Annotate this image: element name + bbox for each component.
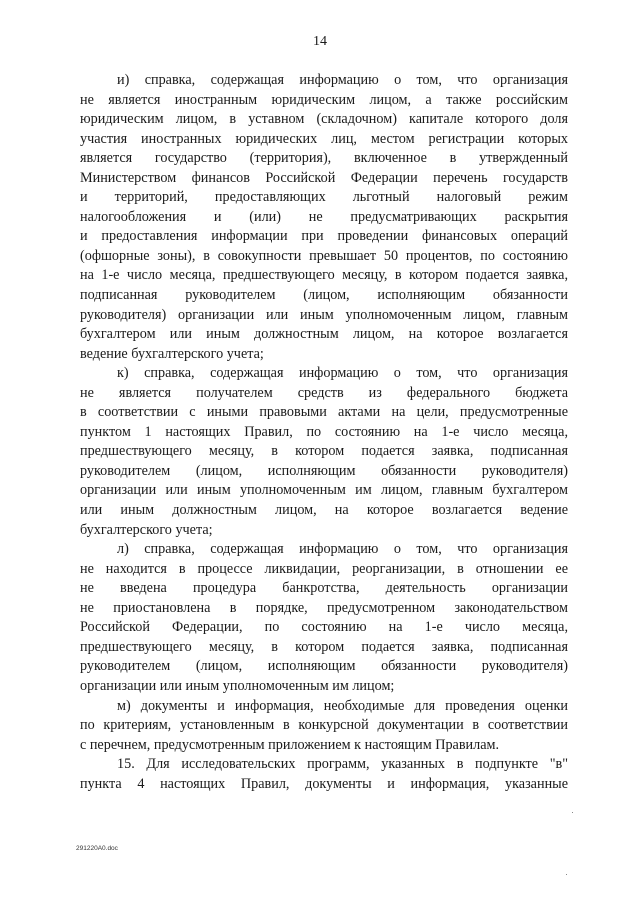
- text-line: ведение бухгалтерского учета;: [80, 345, 264, 362]
- text-line: 15. Для исследовательских программ, указанных в подпункте "в": [117, 756, 568, 773]
- page-number: 14: [313, 34, 327, 49]
- text-line: подписанная руководителем (лицом, исполняющим обязанности: [80, 287, 568, 304]
- text-line: не является иностранным юридическим лицом, а также российским: [80, 91, 568, 108]
- text-line: м) документы и информация, необходимые для проведения оценки: [117, 697, 568, 714]
- text-line: на 1-е число месяца, предшествующего месяцу, в котором подается заявка,: [80, 267, 568, 284]
- text-line: не введена процедура банкротства, деятельность организации: [80, 580, 568, 597]
- text-line: в соответствии с иными правовыми актами на цели, предусмотренные: [80, 404, 568, 421]
- text-line: руководителем (лицом, исполняющим обязанности руководителя): [80, 658, 568, 675]
- text-line: не является получателем средств из федерального бюджета: [80, 384, 568, 401]
- text-line: пункта 4 настоящих Правил, документы и информация, указанные: [80, 775, 568, 792]
- document-body: [80, 71, 568, 794]
- text-line: и предоставления информации при проведении финансовых операций: [80, 228, 568, 245]
- text-line: предшествующего месяцу, в котором подается заявка, подписанная: [80, 443, 568, 460]
- text-line: или иным должностным лицом, на которое возлагается ведение: [80, 502, 568, 519]
- text-line: организации или иным уполномоченным им лицом;: [80, 677, 395, 694]
- paragraph: [80, 697, 568, 756]
- paragraph: [80, 71, 568, 364]
- text-line: с перечнем, предусмотренным приложением к настоящим Правилам.: [80, 736, 500, 753]
- text-line: и) справка, содержащая информацию о том, что организация: [117, 72, 568, 88]
- text-line: (офшорные зоны), в совокупности превышает 50 процентов, по состоянию: [80, 247, 568, 264]
- text-line: пунктом 1 настоящих Правил, по состоянию на 1-е число месяца,: [80, 423, 568, 440]
- text-line: руководителем (лицом, исполняющим обязанности руководителя): [80, 462, 568, 479]
- paragraph: [80, 364, 568, 540]
- document-file-code: 291220A0.doc: [76, 845, 118, 852]
- text-line: организации или иным уполномоченным им лицом, главным бухгалтером: [80, 482, 568, 499]
- text-line: л) справка, содержащая информацию о том, что организация: [117, 541, 568, 558]
- paragraph: [80, 755, 568, 794]
- text-line: участия иностранных юридических лиц, местом регистрации которых: [80, 130, 568, 147]
- text-line: предшествующего месяцу, в котором подается заявка, подписанная: [80, 638, 568, 655]
- text-line: юридическим лицом, в уставном (складочном) капитале которого доля: [80, 111, 568, 128]
- text-line: Министерством финансов Российской Федерации перечень государств: [80, 169, 568, 186]
- text-line: Российской Федерации, по состоянию на 1-е число месяца,: [80, 619, 568, 636]
- text-line: не находится в процессе ликвидации, реорганизации, в отношении ее: [80, 560, 568, 577]
- scan-speck: [566, 874, 567, 875]
- text-line: не приостановлена в порядке, предусмотренном законодательством: [80, 599, 568, 616]
- paragraph: [80, 540, 568, 696]
- text-line: к) справка, содержащая информацию о том, что организация: [117, 365, 568, 382]
- text-line: руководителя) организации или иным уполномоченным лицом, главным: [80, 306, 568, 323]
- scan-speck: [572, 812, 573, 813]
- text-line: является государство (территория), включенное в утвержденный: [80, 150, 568, 167]
- text-line: бухгалтерского учета;: [80, 521, 213, 538]
- text-line: бухгалтером или иным должностным лицом, на которое возлагается: [80, 326, 568, 343]
- text-line: по критериям, установленным в конкурсной документации в соответствии: [80, 717, 568, 734]
- text-line: налогообложения и (или) не предусматривающих раскрытия: [80, 208, 568, 225]
- text-line: и территорий, предоставляющих льготный налоговый режим: [80, 189, 568, 206]
